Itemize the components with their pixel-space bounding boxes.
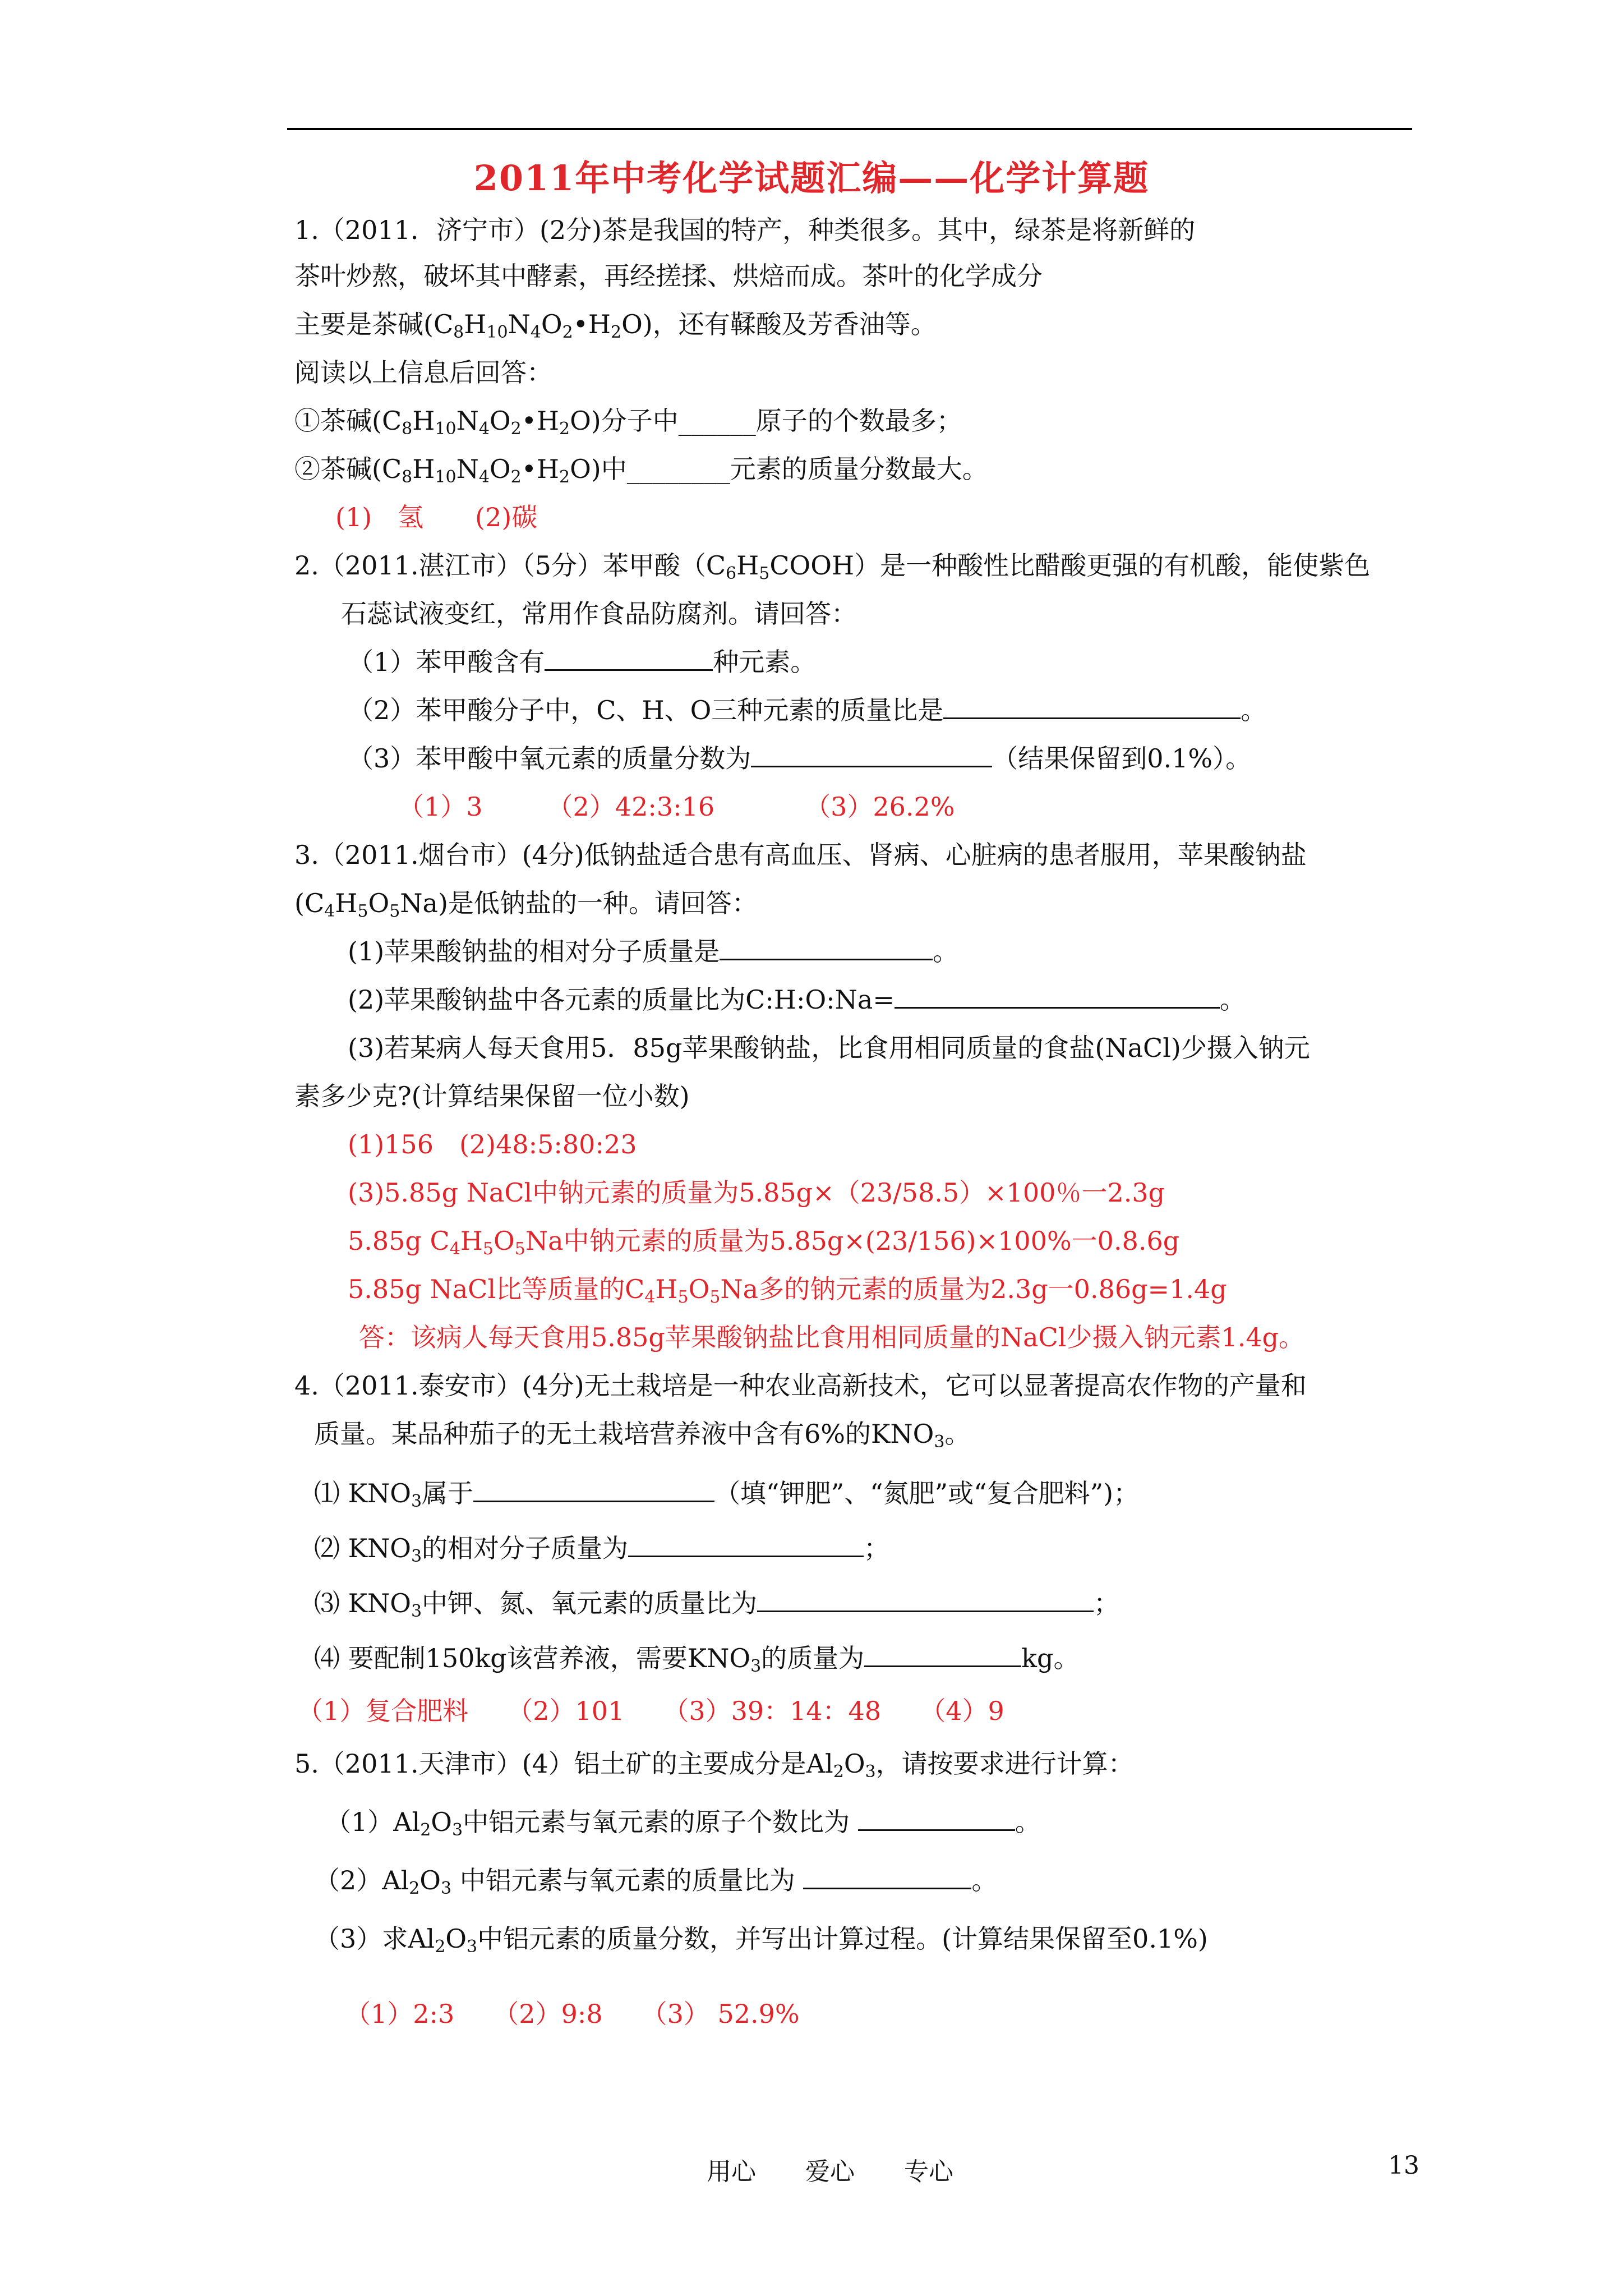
q2-line-1: 2.（2011.湛江市）（5分）苯甲酸$(C_6H_5COOH)$是一种酸性比醋酸更强的有机酸，能使紫色 [294, 550, 1371, 583]
q5-part-2: $(2)Al_2O_3$ 中铝元素与氧元素的质量比为 。 [314, 1865, 998, 1898]
footer-motto: 用心 爱心 专心 [707, 2157, 953, 2186]
q5-part-3: （3）求$Al_2O_3$中铝元素的质量分数，并写出计算过程。(计算结果保留至0.1%) [314, 1924, 1208, 1957]
q1-question-2: ②茶碱$(C_8H_{10}N_4O_2•H_2O)$中________元素的质量分数最大。 [294, 454, 988, 487]
q3-part-2: (2)苹果酸钠盐中各元素的质量比为C:H:O:Na= 。 [348, 984, 1246, 1015]
q3-part-3: (3)若某病人每天食用5．85g苹果酸钠盐，比食用相同质量的食盐(NaCl)少摄入钠元 [348, 1033, 1310, 1063]
q3-line-2: $(C_4H_5O_5Na)$是低钠盐的一种。请回答： [294, 888, 758, 921]
q3-answer-3: 5.85g $C_4H_5O_5Na$中钠元素的质量为5.85g×(23/156)×100%一0.8.6g [348, 1226, 1180, 1259]
q4-line-1: 4.（2011.泰安市）(4分)无土栽培是一种农业高新技术，它可以显著提高农作物的产量和 [294, 1370, 1307, 1401]
q3-answer-5: 答：该病人每天食用5.85g苹果酸钠盐比食用相同质量的NaCl少摄入钠元素1.4g。 [359, 1322, 1305, 1352]
q1-line-2: 茶叶炒熬，破坏其中酵素，再经搓揉、烘焙而成。茶叶的化学成分 [294, 261, 1043, 291]
q3-answer-1: (1)156 (2)48:5:80:23 [348, 1129, 637, 1159]
q5-answer: （1）2:3 （2）9:8 （3） 52.9% [345, 1999, 800, 2029]
q1-answer: (1) 氢 (2)碳 [335, 502, 538, 532]
q5-line-1: 5.（2011.天津市）(4）铝土矿的主要成分是$Al_2O_3$，请按要求进行计算： [294, 1749, 1134, 1782]
page-number: 13 [1388, 2151, 1419, 2180]
q4-line-2: 质量。某品种茄子的无土栽培营养液中含有6%的$KNO_3$。 [314, 1419, 971, 1452]
top-rule [287, 128, 1412, 130]
q1-line-4: 阅读以上信息后回答： [294, 357, 552, 388]
q4-part-1: ⑴ $KNO_3$属于 （填“钾肥”、“氮肥”或“复合肥料”)； [314, 1478, 1140, 1511]
q2-line-2: 石蕊试液变红，常用作食品防腐剂。请回答： [341, 599, 857, 629]
q3-part-3-cont: 素多少克?(计算结果保留一位小数) [294, 1081, 690, 1111]
q2-part-2: （2）苯甲酸分子中，C、H、O三种元素的质量比是 。 [348, 695, 1267, 725]
q2-part-3: （3）苯甲酸中氧元素的质量分数为 （结果保留到0.1%）。 [348, 743, 1252, 774]
q2-part-1: （1）苯甲酸含有 种元素。 [348, 647, 817, 677]
q3-line-1: 3.（2011.烟台市）(4分)低钠盐适合患有高血压、肾病、心脏病的患者服用，苹果酸钠盐 [294, 840, 1307, 870]
q4-part-2: ⑵ $KNO_3$的相对分子质量为 ； [314, 1533, 890, 1566]
q5-part-1: $(1)Al_2O_3$中铝元素与氧元素的原子个数比为 。 [325, 1807, 1041, 1840]
q4-part-4: ⑷ 要配制150kg该营养液，需要$KNO_3$的质量为 kg。 [314, 1643, 1080, 1676]
page-title: 2011年中考化学试题汇编——化学计算题 [473, 158, 1150, 199]
q2-answer: （1）3 （2）42:3:16 （3）26.2% [398, 792, 955, 822]
q1-line-3: 主要是茶碱$(C_8H_{10}N_4O_2•H_2O)$，还有鞣酸及芳香油等。 [294, 309, 937, 342]
q4-answer: （1）复合肥料 （2）101 （3）39：14：48 （4）9 [297, 1696, 1004, 1726]
q4-part-3: ⑶ $KNO_3$中钾、氮、氧元素的质量比为 ； [314, 1588, 1120, 1621]
q1-question-1: ①茶碱$(C_8H_{10}N_4O_2•H_2O)$分子中______原子的个数最多； [294, 406, 962, 439]
q3-part-1: (1)苹果酸钠盐的相对分子质量是 。 [348, 936, 959, 967]
q1-line-1: 1.（2011．济宁市）(2分)茶是我国的特产，种类很多。其中，绿茶是将新鲜的 [294, 215, 1196, 245]
q3-answer-4: 5.85g NaCl比等质量的$C_4H_5O_5Na$多的钠元素的质量为2.3g一0.86g=1.4g [348, 1274, 1227, 1307]
q3-answer-2: (3)5.85g NaCl中钠元素的质量为5.85g×（23/58.5）×100％一2.3g [348, 1177, 1165, 1208]
